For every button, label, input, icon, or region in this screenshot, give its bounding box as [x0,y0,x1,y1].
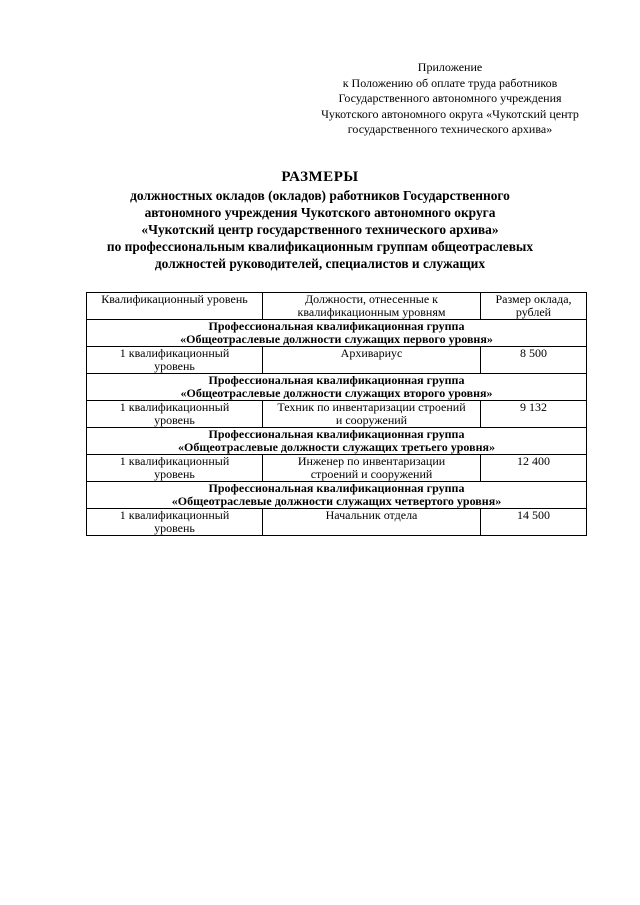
title-main: РАЗМЕРЫ [281,169,359,185]
header-text: квалификационным уровням [297,305,446,319]
table-header-row [87,293,587,320]
cell-level [87,509,263,536]
group-title-line: «Общеотраслевые должности служащих первого уровня» [180,332,493,346]
cell-salary: 14 500 [481,509,587,536]
table-row [87,401,587,428]
cell-salary: 8 500 [481,347,587,374]
appendix-note [300,60,600,138]
group-title-line: Профессиональная квалификационная группа [208,373,465,387]
cell-text: уровень [154,359,195,373]
cell-salary: 12 400 [481,455,587,482]
table-row [87,509,587,536]
group-title [87,374,587,401]
header-text: Должности, отнесенные к [304,292,438,306]
title-line: «Чукотский центр государственного технического архива» [141,222,499,237]
appendix-line: Приложение [417,60,483,74]
appendix-line: Чукотского автономного округа «Чукотский центр [321,106,579,121]
group-title-line: «Общеотраслевые должности служащих второго уровня» [180,386,493,400]
cell-text: Архивариус [340,346,403,360]
appendix-line: государственного технического архива» [347,122,553,136]
cell-text: Инженер по инвентаризации [297,454,446,468]
header-salary [481,293,587,320]
cell-text: уровень [154,521,195,535]
title-line: должностей руководителей, специалистов и служащих [154,256,486,271]
cell-text: 1 квалификационный [119,454,230,468]
cell-position [263,347,481,374]
cell-text: и сооружений [335,413,408,427]
header-level [87,293,263,320]
cell-level [87,401,263,428]
salary-table [86,292,587,536]
cell-position [263,455,481,482]
appendix-line: Государственного автономного учреждения [338,91,562,105]
cell-position [263,401,481,428]
cell-salary: 9 132 [481,401,587,428]
cell-text: строений и сооружений [310,467,433,481]
cell-position [263,509,481,536]
cell-text: уровень [154,413,195,427]
group-title-line: Профессиональная квалификационная группа [208,481,465,495]
header-position [263,293,481,320]
cell-text: Техник по инвентаризации строений [277,400,466,414]
title-line: автономного учреждения Чукотского автономного округа [144,205,496,220]
appendix-line: к Положению об оплате труда работников [342,75,558,90]
cell-level [87,455,263,482]
header-text: рублей [515,305,552,319]
group-title-line: Профессиональная квалификационная группа [208,319,465,333]
group-title-row [87,320,587,347]
table-row [87,347,587,374]
cell-text: уровень [154,467,195,481]
cell-text: 1 квалификационный [119,400,230,414]
table-row [87,455,587,482]
group-title-line: «Общеотраслевые должности служащих четвертого уровня» [171,494,502,508]
cell-text: Начальник отдела [325,508,418,522]
group-title-row [87,428,587,455]
group-title [87,428,587,455]
title-line: по профессиональным квалификационным группам общеотраслевых [106,239,534,254]
group-title-line: Профессиональная квалификационная группа [208,427,465,441]
group-title-row [87,374,587,401]
group-title [87,482,587,509]
cell-text: 1 квалификационный [119,508,230,522]
header-text: Размер оклада, [495,292,572,306]
cell-level [87,347,263,374]
group-title-line: «Общеотраслевые должности служащих третьего уровня» [178,440,495,454]
header-text: Квалификационный уровень [101,292,248,306]
group-title [87,320,587,347]
cell-text: 1 квалификационный [119,346,230,360]
title-line: должностных окладов (окладов) работников Государственного [130,188,510,203]
group-title-row [87,482,587,509]
document-title [60,167,580,272]
